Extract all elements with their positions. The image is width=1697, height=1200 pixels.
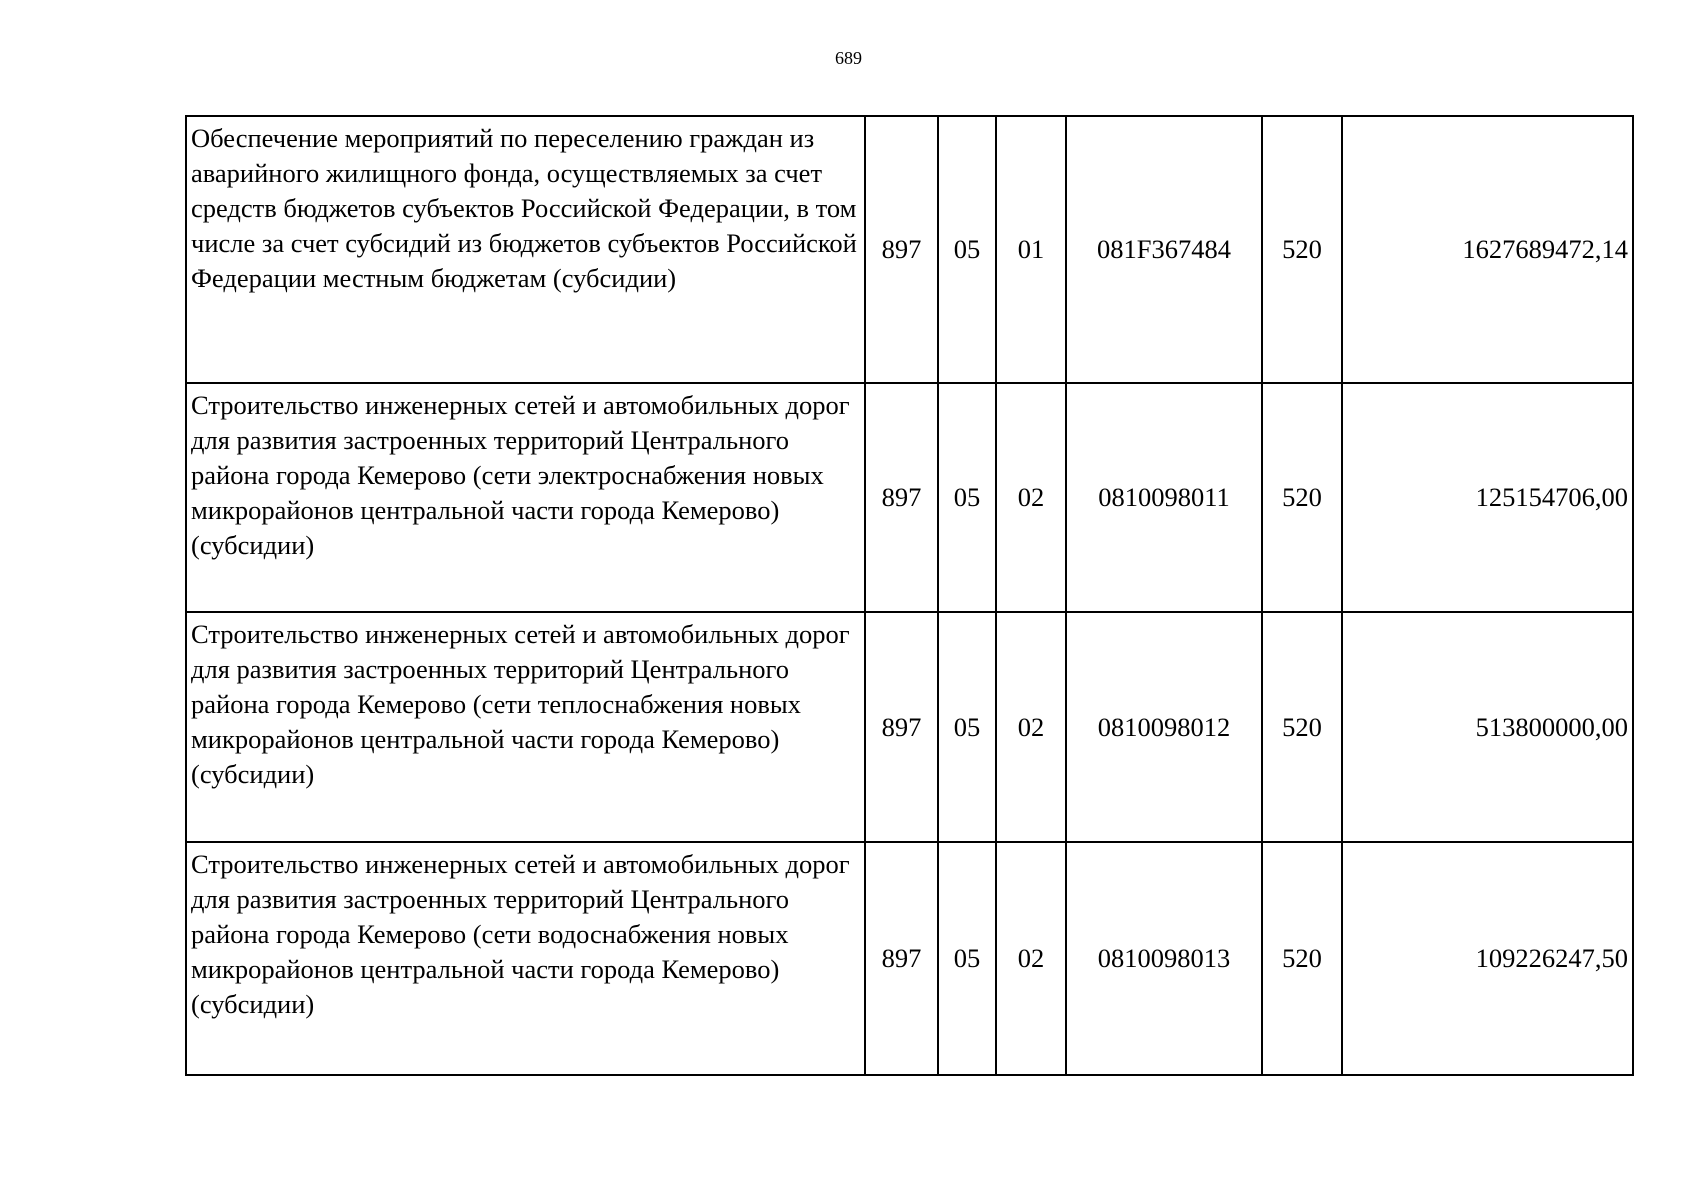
table-row bbox=[186, 612, 1633, 842]
ministry-code-cell: 897 bbox=[865, 842, 938, 1075]
page-number: 689 bbox=[835, 48, 862, 68]
ministry-code-cell: 897 bbox=[865, 383, 938, 612]
description-cell: Строительство инженерных сетей и автомобильных дорог для развития застроенных территорий Центрального района города Кемерово (сети водоснабжения новых микрорайонов центральной части города Кемерово) (субсидии) bbox=[186, 842, 865, 1075]
expense-type-cell: 520 bbox=[1262, 842, 1342, 1075]
table-row bbox=[186, 842, 1633, 1075]
amount-cell: 513800000,00 bbox=[1342, 612, 1633, 842]
ministry-code-cell: 897 bbox=[865, 116, 938, 383]
amount-cell: 1627689472,14 bbox=[1342, 116, 1633, 383]
expense-type-cell: 520 bbox=[1262, 116, 1342, 383]
section-code-cell: 05 bbox=[938, 116, 996, 383]
target-article-cell: 0810098013 bbox=[1066, 842, 1262, 1075]
table-row bbox=[186, 116, 1633, 383]
target-article-cell: 0810098012 bbox=[1066, 612, 1262, 842]
description-cell: Строительство инженерных сетей и автомобильных дорог для развития застроенных территорий Центрального района города Кемерово (сети теплоснабжения новых микрорайонов центральной части города Кемерово) (субсидии) bbox=[186, 612, 865, 842]
amount-cell: 125154706,00 bbox=[1342, 383, 1633, 612]
target-article-cell: 0810098011 bbox=[1066, 383, 1262, 612]
description-cell: Обеспечение мероприятий по переселению граждан из аварийного жилищного фонда, осуществляемых за счет средств бюджетов субъектов Российской Федерации, в том числе за счет субсидий из бюджетов субъектов Российской Федерации местным бюджетам (субсидии) bbox=[186, 116, 865, 383]
expense-type-cell: 520 bbox=[1262, 612, 1342, 842]
section-code-cell: 05 bbox=[938, 842, 996, 1075]
table-row bbox=[186, 383, 1633, 612]
budget-table bbox=[185, 115, 1634, 1076]
ministry-code-cell: 897 bbox=[865, 612, 938, 842]
subsection-code-cell: 02 bbox=[996, 842, 1066, 1075]
target-article-cell: 081F367484 bbox=[1066, 116, 1262, 383]
section-code-cell: 05 bbox=[938, 612, 996, 842]
subsection-code-cell: 02 bbox=[996, 612, 1066, 842]
section-code-cell: 05 bbox=[938, 383, 996, 612]
expense-type-cell: 520 bbox=[1262, 383, 1342, 612]
subsection-code-cell: 02 bbox=[996, 383, 1066, 612]
description-cell: Строительство инженерных сетей и автомобильных дорог для развития застроенных территорий Центрального района города Кемерово (сети электроснабжения новых микрорайонов центральной части города Кемерово) (субсидии) bbox=[186, 383, 865, 612]
subsection-code-cell: 01 bbox=[996, 116, 1066, 383]
amount-cell: 109226247,50 bbox=[1342, 842, 1633, 1075]
